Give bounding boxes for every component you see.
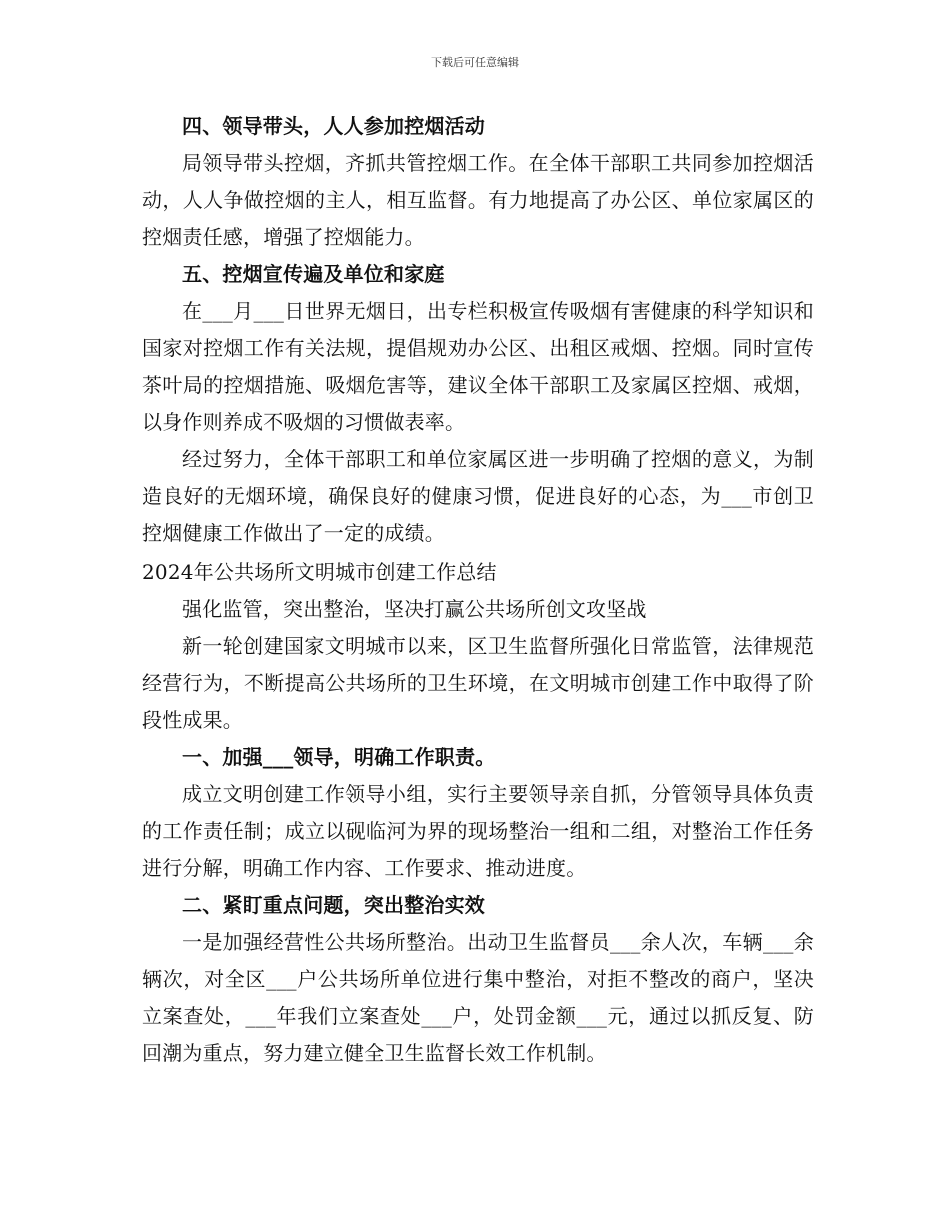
paragraph: 经过努力，全体干部职工和单位家属区进一步明确了控烟的意义，为制造良好的无烟环境，确保良好的健康习惯，促进良好的心态，为___市创卫控烟健康工作做出了一定的成绩。 [142,447,814,545]
page-header: 下载后可任意编辑 [431,56,519,69]
section-heading-1: 一、加强___领导，明确工作职责。 [182,745,496,769]
document-body [142,108,814,1072]
paragraph: 局领导带头控烟，齐抓共管控烟工作。在全体干部职工共同参加控烟活动，人人争做控烟的主人，相互监督。有力地提高了办公区、单位家属区的控烟责任感，增强了控烟能力。 [142,151,814,249]
document-title: 2024年公共场所文明城市创建工作总结 [142,560,497,584]
paragraph: 成立文明创建工作领导小组，实行主要领导亲自抓，分管领导具体负责的工作责任制；成立以砚临河为界的现场整治一组和二组，对整治工作任务进行分解，明确工作内容、工作要求、推动进度。 [142,782,814,880]
paragraph: 新一轮创建国家文明城市以来，区卫生监督所强化日常监管，法律规范经营行为，不断提高公共场所的卫生环境，在文明城市创建工作中取得了阶段性成果。 [142,634,814,732]
document-subtitle: 强化监管，突出整治，坚决打赢公共场所创文攻坚战 [182,597,647,621]
paragraph: 一是加强经营性公共场所整治。出动卫生监督员___余人次，车辆___余辆次，对全区___户公共场所单位进行集中整治，对拒不整改的商户，坚决立案查处，___年我们立案查处___户，处罚金额___元，通过以抓反复、防回潮为重点，努力建立健全卫生监督长效工作机制。 [142,930,814,1065]
section-heading-5: 五、控烟宣传遍及单位和家庭 [182,262,445,286]
paragraph: 在___月___日世界无烟日，出专栏积极宣传吸烟有害健康的科学知识和国家对控烟工作有关法规，提倡规劝办公区、出租区戒烟、控烟。同时宣传茶叶局的控烟措施、吸烟危害等，建议全体干部职工及家属区控烟、戒烟，以身作则养成不吸烟的习惯做表率。 [142,299,814,434]
section-heading-4: 四、领导带头，人人参加控烟活动 [182,114,485,138]
section-heading-2: 二、紧盯重点问题，突出整治实效 [182,893,485,917]
